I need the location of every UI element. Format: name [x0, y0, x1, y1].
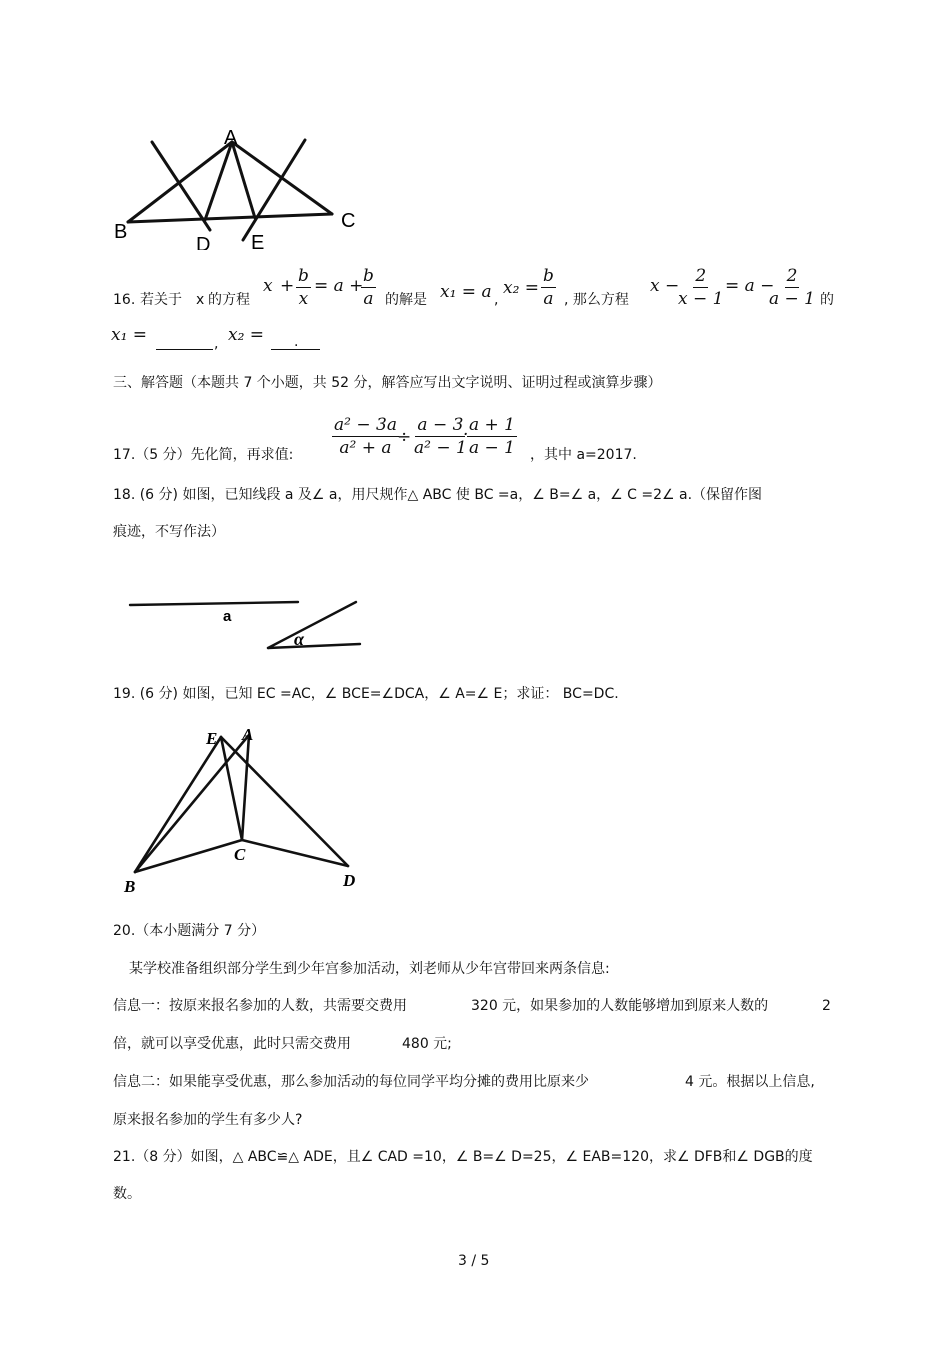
- label-e: E: [251, 232, 265, 250]
- segment-cd: [242, 840, 348, 866]
- q16-sol2-lhs: x₂ =: [503, 278, 540, 298]
- denominator: a − 1: [769, 289, 816, 309]
- label-d: D: [196, 234, 211, 250]
- section-3-title: 三、解答题（本题共 7 个小题，共 52 分，解答应写出文字说明、证明过程或演算步骤）: [113, 375, 662, 391]
- numerator: 2: [695, 266, 707, 286]
- segment-be: [135, 737, 221, 872]
- q16-answer1-label: x₁ =: [111, 325, 148, 345]
- q17-frac1: [332, 415, 399, 458]
- label-a: a: [223, 608, 232, 625]
- numerator: b: [363, 266, 374, 286]
- q17-dot: ·: [463, 425, 469, 445]
- q16-eq2-frac-left: [676, 266, 725, 309]
- label-b: B: [114, 221, 128, 243]
- segment-ac: [242, 735, 249, 840]
- q17-label: 17.（5 分）先化简，再求值:: [113, 447, 294, 463]
- denominator: a² + a: [339, 438, 392, 458]
- q16-answer2-label: x₂ =: [228, 325, 265, 345]
- q16-eq1-frac-right: [361, 266, 376, 309]
- segment-angle-figure-q18: [118, 560, 368, 665]
- q20-title: 20.（本小题满分 7 分）: [113, 923, 266, 939]
- label-b: B: [124, 877, 136, 896]
- q17-tail: ，其中 a=2017.: [530, 447, 637, 463]
- numerator: 2: [786, 266, 798, 286]
- triangle-figure-q15: [110, 125, 370, 250]
- q21-line2: 数。: [113, 1186, 141, 1202]
- label-d: D: [343, 871, 356, 890]
- segment-a: [130, 602, 298, 605]
- q20-paragraph1: 某学校准备组织部分学生到少年宫参加活动，刘老师从少年宫带回来两条信息:: [129, 961, 610, 977]
- numerator: a − 3: [417, 415, 464, 435]
- numerator: b: [298, 266, 309, 286]
- segment-ae: [232, 142, 255, 218]
- label-c: C: [234, 845, 246, 864]
- segment-ba: [135, 735, 249, 872]
- label-alpha: α: [294, 629, 304, 649]
- q16-eq1-frac-left: [296, 266, 311, 309]
- q16-eq2-frac-right: [767, 266, 817, 309]
- denominator: a² − 1: [414, 438, 467, 458]
- q16-eq2-lhs: x −: [650, 276, 680, 296]
- q20-info1-d: 倍，就可以享受优惠，此时只需交费用: [113, 1036, 351, 1052]
- denominator: a: [543, 289, 554, 309]
- q19-line: 19. (6 分) 如图，已知 EC =AC，∠ BCE=∠DCA，∠ A=∠ E；求证： BC=DC.: [113, 686, 619, 702]
- q20-info2-b: 4 元。根据以上信息,: [685, 1074, 815, 1090]
- label-a: A: [224, 127, 238, 149]
- angle-ray-top: [268, 602, 356, 648]
- q16-sol2-frac: [541, 266, 556, 309]
- q20-info1-a: 信息一：按原来报名参加的人数，共需要交费用: [113, 998, 407, 1014]
- q20-info1-b: 320 元，如果参加的人数能够增加到原来人数的: [471, 998, 769, 1014]
- label-e: E: [206, 729, 218, 748]
- q16-text4: , 那么方程: [564, 292, 629, 308]
- q16-number: 16.: [113, 292, 136, 308]
- q20-info1-c: 2: [822, 998, 831, 1014]
- angle-ray-bottom: [268, 644, 360, 648]
- q16-comma: ,: [494, 292, 499, 308]
- q16-text2: 的方程: [208, 292, 250, 308]
- q20-question: 原来报名参加的学生有多少人?: [113, 1112, 303, 1128]
- q16-answer1-blank[interactable]: [156, 349, 213, 350]
- q16-eq1-plus: +: [280, 276, 295, 296]
- triangle-figure-q19: [118, 720, 368, 905]
- q16-text3: 的解是: [385, 292, 427, 308]
- q20-info2-a: 信息二：如果能享受优惠，那么参加活动的每位同学平均分摊的费用比原来少: [113, 1074, 589, 1090]
- perp-bisector-left: [152, 142, 210, 230]
- q16-eq1-x: x: [263, 276, 273, 296]
- q21-line1: 21.（8 分）如图，△ ABC≌△ ADE，且∠ CAD =10，∠ B=∠ D=25，∠ EAB=120，求∠ DFB和∠ DGB的度: [113, 1149, 813, 1165]
- numerator: b: [543, 266, 554, 286]
- q16-text1: 若关于: [140, 292, 182, 308]
- q17-frac3: [467, 415, 517, 458]
- q16-sol1: x₁ = a: [440, 282, 492, 302]
- q20-info1-e: 480 元;: [402, 1036, 452, 1052]
- q18-line2: 痕迹，不写作法）: [113, 524, 225, 540]
- q17-divide: ÷: [397, 427, 412, 447]
- q18-line1: 18. (6 分) 如图，已知线段 a 及∠ a，用尺规作△ ABC 使 BC =a，∠ B=∠ a，∠ C =2∠ a.（保留作图: [113, 487, 763, 503]
- label-a: A: [242, 725, 254, 744]
- denominator: a: [363, 289, 374, 309]
- q16-var: x: [196, 292, 205, 308]
- label-c: C: [341, 210, 356, 232]
- q16-eq1-rhs: = a +: [314, 276, 364, 296]
- q16-text5: 的: [820, 292, 834, 308]
- page-number: 3 / 5: [458, 1253, 490, 1269]
- q17-frac2: [412, 415, 469, 458]
- numerator: a + 1: [469, 415, 516, 435]
- denominator: x − 1: [678, 289, 724, 309]
- segment-bc: [128, 214, 332, 222]
- numerator: a² − 3a: [334, 415, 397, 435]
- denominator: x: [298, 289, 309, 309]
- denominator: a − 1: [469, 438, 516, 458]
- q16-eq2-mid: = a −: [725, 276, 775, 296]
- segment-ec: [221, 737, 242, 840]
- q16-answer-sep: ,: [214, 336, 219, 352]
- q16-answer-dot: .: [294, 334, 299, 350]
